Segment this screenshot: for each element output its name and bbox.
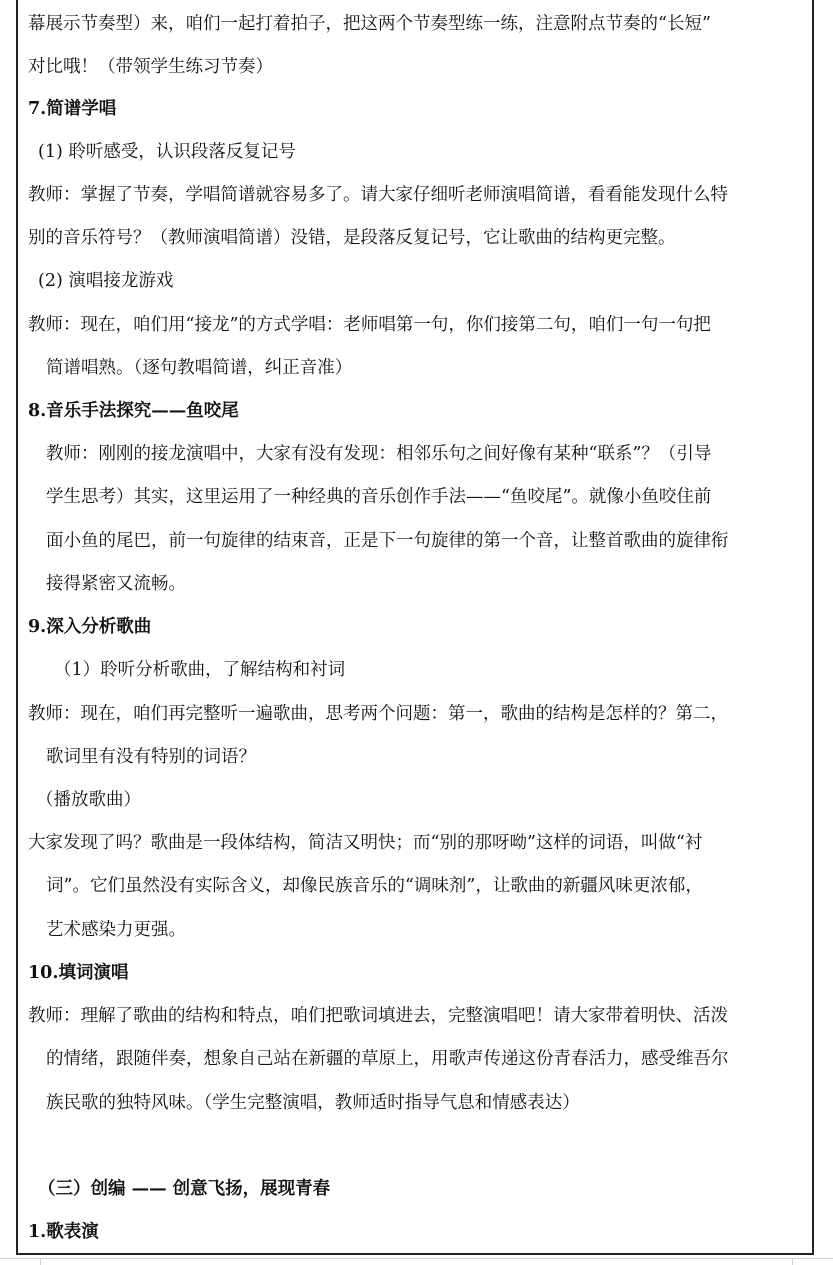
paragraph-line: 幕展示节奏型）来，咱们一起打着拍子，把这两个节奏型练一练，注意附点节奏的“长短” [28,14,711,34]
paragraph-line: 族民歌的独特风味。（学生完整演唱，教师适时指导气息和情感表达） [46,1093,580,1113]
paragraph-line: 对比哦！（带领学生练习节奏） [28,57,273,77]
subsection-heading: (2) 演唱接龙游戏 [38,271,174,291]
paragraph-line: 教师：现在，咱们再完整听一遍歌曲，思考两个问题：第一，歌曲的结构是怎样的？第二， [28,704,728,724]
paragraph-line: 大家发现了吗？歌曲是一段体结构，简洁又明快；而“别的那呀呦”这样的词语，叫做“衬 [28,833,703,853]
paragraph-line: 接得紧密又流畅。 [46,574,186,594]
paragraph-line: 的情绪，跟随伴奏，想象自己站在新疆的草原上，用歌声传递这份青春活力，感受维吾尔 [46,1049,729,1069]
paragraph-line: 词”。它们虽然没有实际含义，却像民族音乐的“调味剂”，让歌曲的新疆风味更浓郁， [46,876,703,896]
paragraph-line: 教师：掌握了节奏，学唱简谱就容易多了。请大家仔细听老师演唱简谱，看看能发现什么特 [28,185,728,205]
paragraph-line: 学生思考）其实，这里运用了一种经典的音乐创作手法——“鱼咬尾”。就像小鱼咬住前 [46,487,712,507]
section-heading: （三）创编 —— 创意飞扬，展现青春 [38,1179,331,1199]
section-heading: 9.深入分析歌曲 [28,617,152,637]
paragraph-line: 教师：刚刚的接龙演唱中，大家有没有发现：相邻乐句之间好像有某种“联系”？（引导 [46,444,712,464]
page-bottom-rule [0,1258,833,1259]
section-heading: 8.音乐手法探究——鱼咬尾 [28,401,239,421]
paragraph-line: 教师：理解了歌曲的结构和特点，咱们把歌词填进去，完整演唱吧！请大家带着明快、活泼 [28,1006,728,1026]
subsection-heading: (1) 聆听感受，认识段落反复记号 [38,142,296,162]
document-page [16,0,814,1255]
paragraph-line: 艺术感染力更强。 [46,920,186,940]
section-heading: 1.歌表演 [28,1222,99,1242]
subsection-heading: （1）聆听分析歌曲，了解结构和衬词 [54,660,346,680]
paragraph-line: 面小鱼的尾巴，前一句旋律的结束音，正是下一句旋律的第一个音，让整首歌曲的旋律衔 [46,531,729,551]
margin-tick [40,1258,41,1265]
paragraph-line: 简谱唱熟。（逐句教唱简谱，纠正音准） [46,358,353,378]
section-heading: 10.填词演唱 [28,963,129,983]
paragraph-line: 别的音乐符号？（教师演唱简谱）没错，是段落反复记号，它让歌曲的结构更完整。 [28,228,676,248]
margin-tick [792,1258,793,1265]
paragraph-line: 教师：现在，咱们用“接龙”的方式学唱：老师唱第一句，你们接第二句，咱们一句一句把 [28,315,711,335]
section-heading: 7.简谱学唱 [28,99,117,119]
paragraph-line: 歌词里有没有特别的词语？ [46,747,256,767]
paragraph-line: （播放歌曲） [36,790,141,810]
